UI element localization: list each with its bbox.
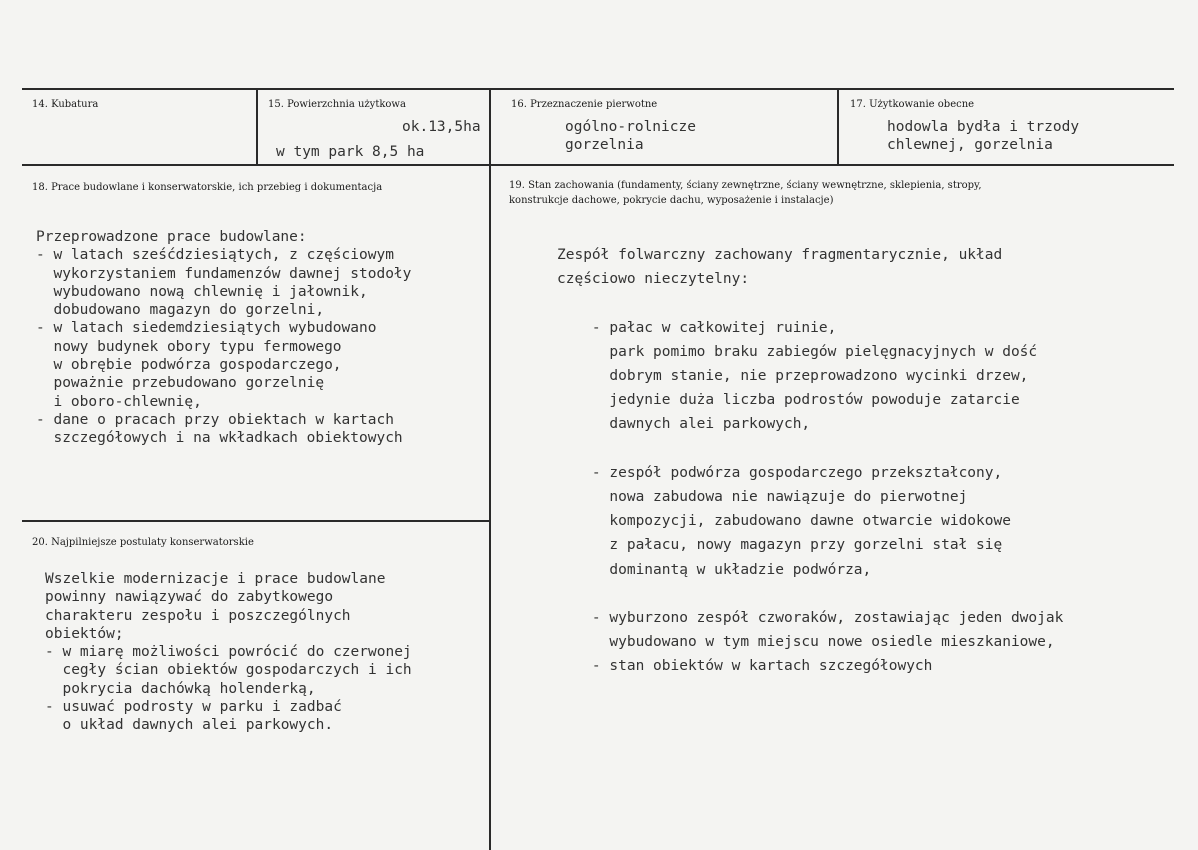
kubatura-label: 14. Kubatura — [32, 99, 99, 110]
row-rule-2 — [22, 520, 489, 522]
column-rule-2 — [489, 90, 491, 850]
uzytkowanie-label: 17. Użytkowanie obecne — [850, 99, 975, 110]
powierzchnia-value-1: ok.13,5ha — [402, 119, 481, 135]
prace-label: 18. Prace budowlane i konserwatorskie, ich przebieg i dokumentacja — [32, 182, 383, 193]
postulaty-text: Wszelkie modernizacje i prace budowlane powinny nawiązywać do zabytkowego charakteru zespołu i poszczególnych obiektów; - w miarę możliwości powrócić do czerwonej cegły ścian obiektów gospodarczych i ich pokrycia dachówką holenderką, - usuwać podrosty w parku i zadbać o układ dawnych alei parkowych. — [45, 571, 412, 734]
uzytkowanie-value-1: hodowla bydła i trzody — [887, 119, 1080, 135]
stan-label-line-2: konstrukcje dachowe, pokrycie dachu, wyposażenie i instalacje) — [509, 195, 834, 206]
uzytkowanie-value-2: chlewnej, gorzelnia — [887, 137, 1053, 153]
przeznaczenie-label: 16. Przeznaczenie pierwotne — [511, 99, 658, 110]
przeznaczenie-value-2: gorzelnia — [565, 137, 644, 153]
przeznaczenie-value-1: ogólno-rolnicze — [565, 119, 696, 135]
stan-label-line-1: 19. Stan zachowania (fundamenty, ściany zewnętrzne, ściany wewnętrzne, sklepienia, stropy, — [509, 180, 982, 191]
column-rule-3 — [837, 90, 839, 164]
powierzchnia-label: 15. Powierzchnia użytkowa — [268, 99, 406, 110]
column-rule-1 — [256, 90, 258, 164]
row-rule-1 — [22, 164, 1174, 166]
postulaty-label: 20. Najpilniejsze postulaty konserwatorskie — [32, 537, 254, 548]
powierzchnia-value-2: w tym park 8,5 ha — [276, 144, 425, 160]
prace-text: Przeprowadzone prace budowlane: - w latach sześćdziesiątych, z częściowym wykorzystaniem fundamenzów dawnej stodoły wybudowano nową chlewnię i jałownik, dobudowano magazyn do gorzelni, - w latach siedemdziesiątych wybudowano nowy budynek obory typu fermowego w obrębie podwórza gospodarczego, poważnie przebudowano gorzelnię i oboro-chlewnię, - dane o pracach przy obiektach w kartach szczegółowych i na wkładkach obiektowych — [36, 229, 412, 447]
top-rule — [22, 88, 1174, 90]
stan-text: Zespół folwarczny zachowany fragmentarycznie, układ częściowo nieczytelny: - pałac w całkowitej ruinie, park pomimo braku zabiegów pielęgnacyjnych w dość dobrym stanie, nie przeprowadzono wycinki drzew, jedynie duża liczba podrostów powoduje zatarcie dawnych alei parkowych, - zespół podwórza gospodarczego przekształcony, nowa zabudowa nie nawiązuje do pierwotnej kompozycji, zabudowano dawne otwarcie widokowe z pałacu, nowy magazyn przy gorzelni stał się dominantą w układzie podwórza, - wyburzono zespół czworaków, zostawiając jeden dwojak wybudowano w tym miejscu nowe osiedle mieszkaniowe, - stan obiektów w kartach szczegółowych — [557, 247, 1064, 675]
